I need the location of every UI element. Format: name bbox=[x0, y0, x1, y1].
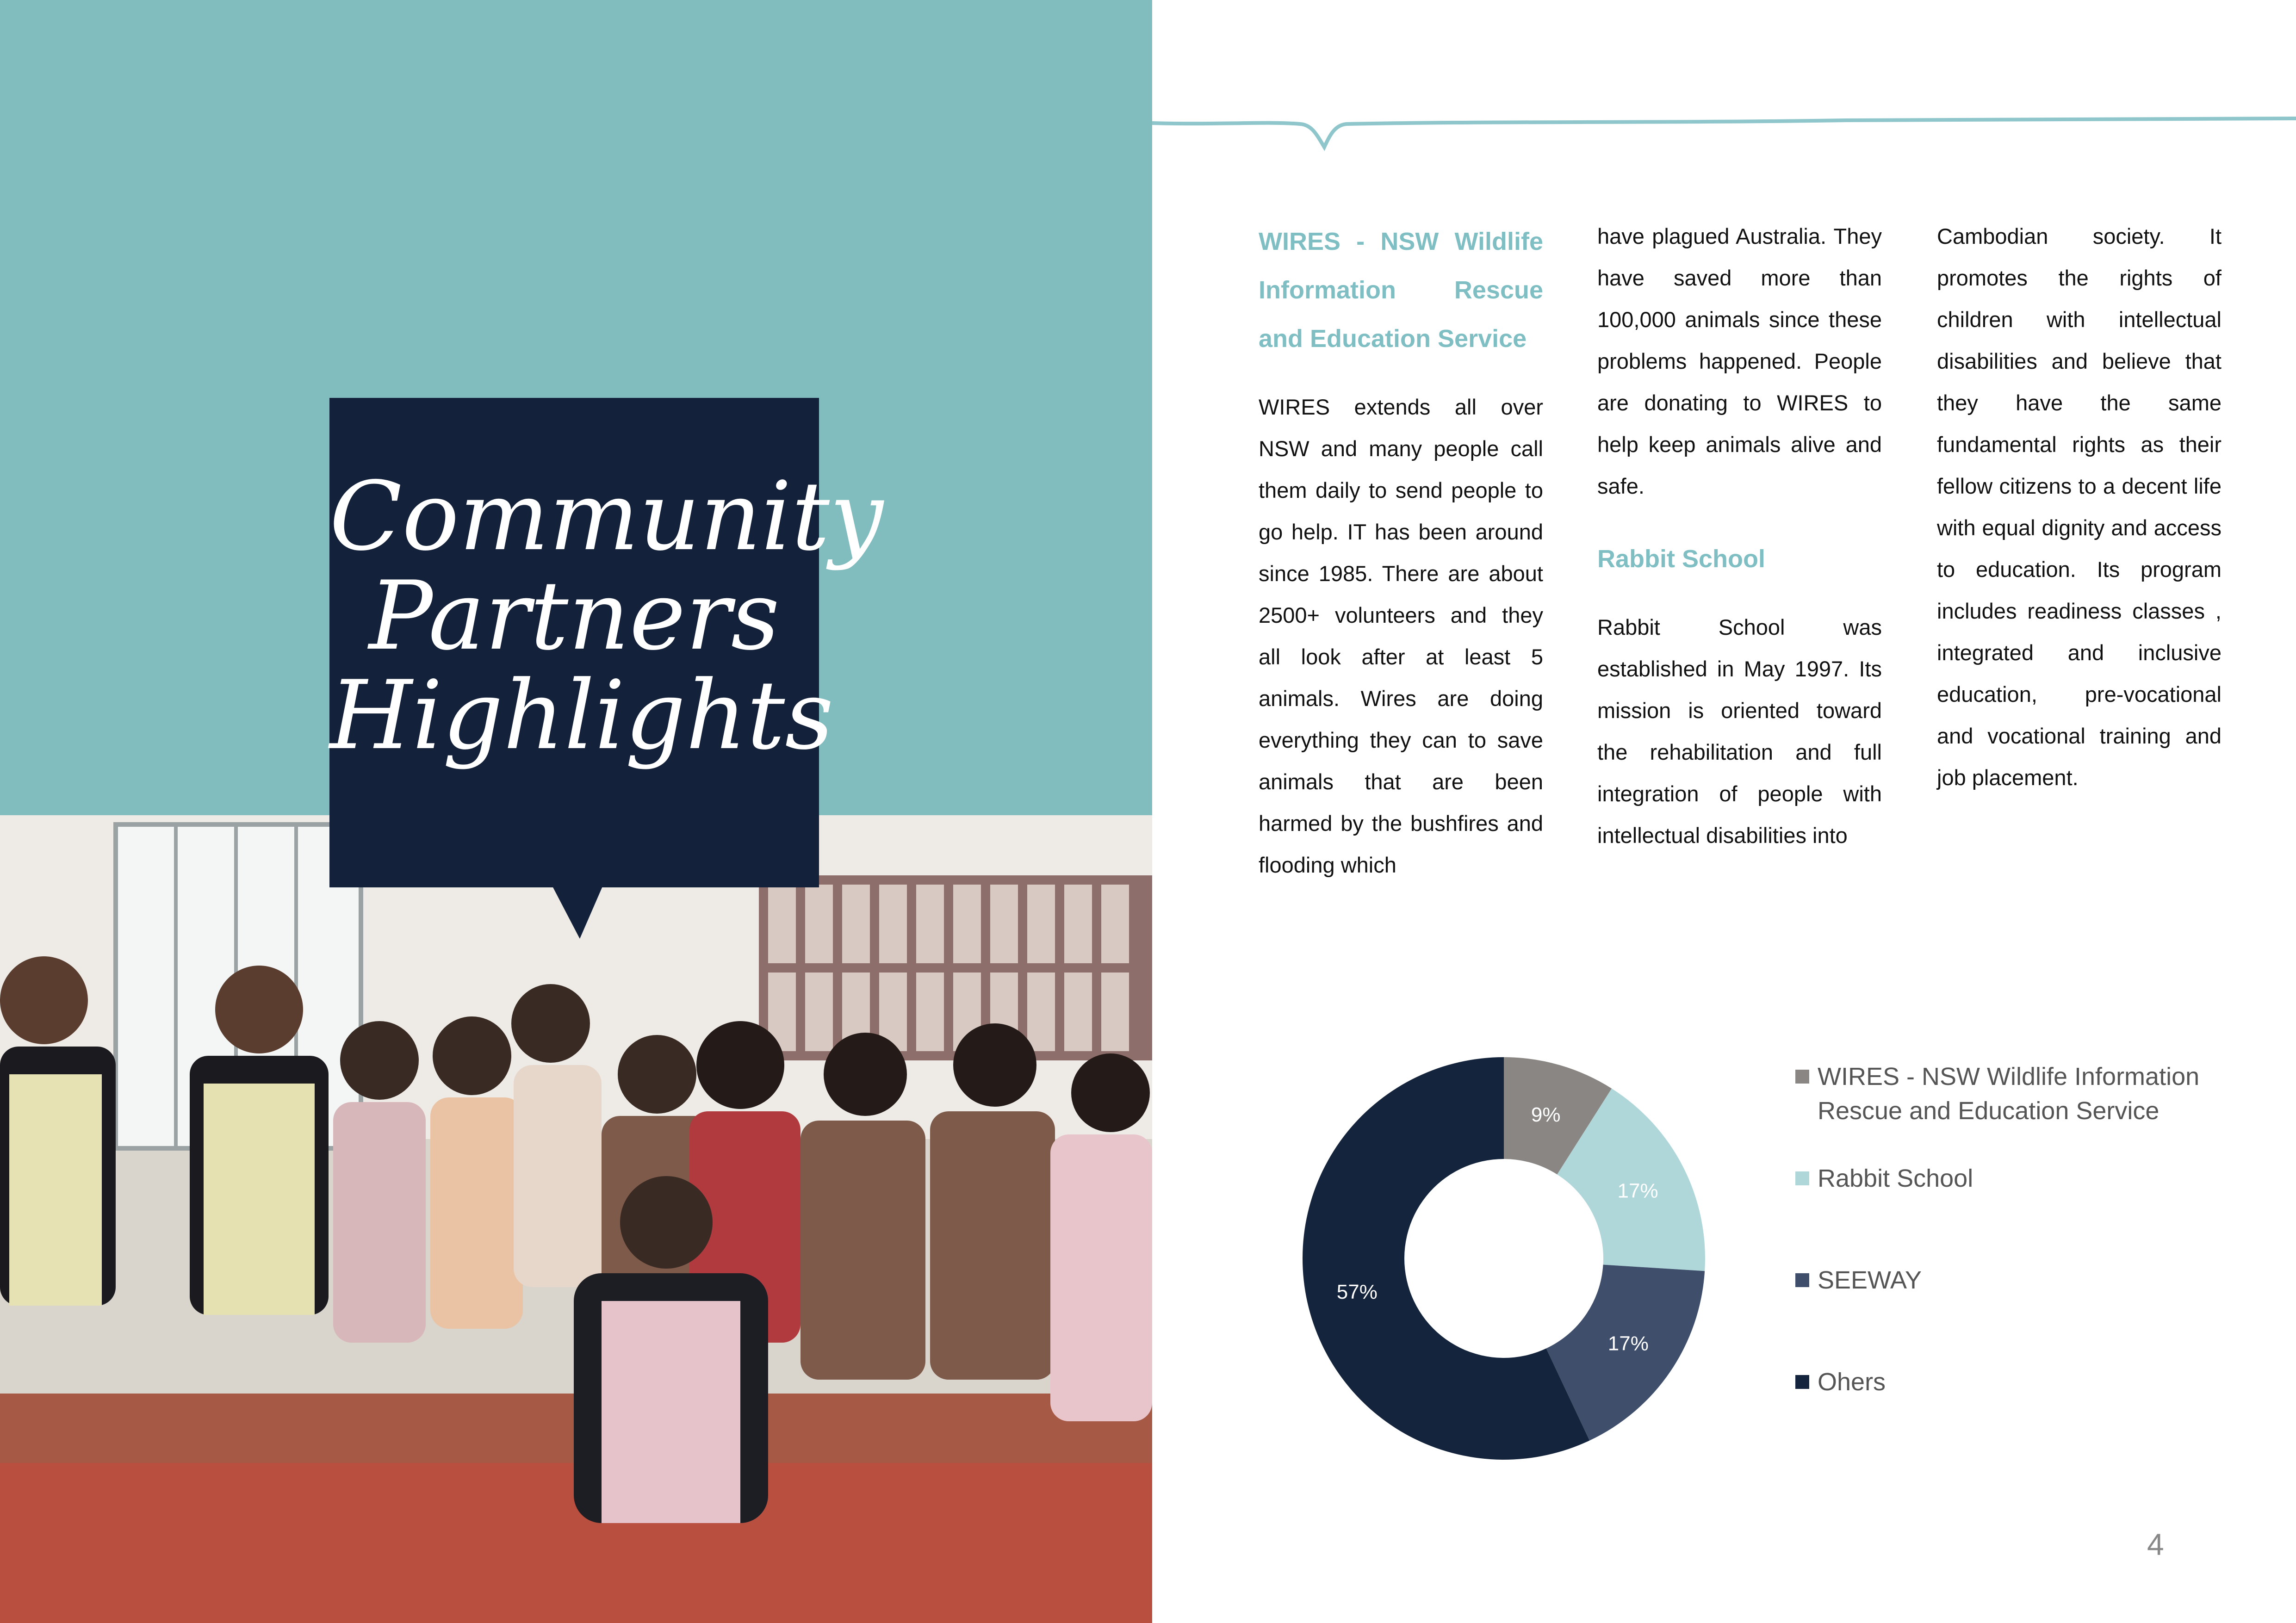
wires-body-continued: have plagued Australia. They have saved more than 100,000 animals since these problems happened. People are donating to WIRES to help keep animals alive and safe. bbox=[1597, 224, 1882, 498]
title-line-2: Partners bbox=[369, 561, 780, 671]
donut-data-label-1: 9% bbox=[1531, 1103, 1561, 1126]
title-pointer bbox=[552, 886, 603, 941]
wires-column bbox=[1259, 217, 1543, 886]
legend-label-4: Ohers bbox=[1818, 1368, 1886, 1396]
page-title bbox=[329, 462, 883, 771]
legend-swatch-2 bbox=[1795, 1171, 1809, 1185]
title-line-3: Highlights bbox=[329, 661, 834, 771]
legend-swatch-4 bbox=[1795, 1375, 1809, 1389]
right-column bbox=[1937, 216, 2222, 799]
rabbit-school-body: Rabbit School was established in May 1997. Its mission is oriented toward the rehabilitation and full integration of people with intellectual disabilities into bbox=[1597, 615, 1882, 848]
wires-heading: WIRES - NSW Wildlife Information Rescue and Education Service bbox=[1259, 228, 1543, 353]
donut-chart bbox=[1296, 1050, 1712, 1467]
wavy-divider-line bbox=[1152, 106, 2296, 162]
wires-body: WIRES extends all over NSW and many people call them daily to send people to go help. IT has been around since 1985. There are about 2500+ volunteers and they all look after at least 5 animals. Wires are doing everything they can to save animals that are been harmed by the bushfires and flooding which bbox=[1259, 395, 1543, 877]
donut-data-label-2: 17% bbox=[1617, 1179, 1658, 1202]
legend-swatch-3 bbox=[1795, 1273, 1809, 1287]
legend-swatch-1 bbox=[1795, 1070, 1809, 1084]
donut-data-label-4: 57% bbox=[1336, 1280, 1378, 1303]
legend-label-2: Rabbit School bbox=[1818, 1165, 1973, 1192]
legend-label-1: WIRES - NSW Wildlife Information Rescue and Education Service bbox=[1818, 1063, 2200, 1125]
rabbit-school-heading: Rabbit School bbox=[1597, 545, 1765, 573]
middle-column bbox=[1597, 216, 1882, 856]
page-number: 4 bbox=[2147, 1527, 2164, 1561]
title-line-1: Community bbox=[329, 462, 883, 572]
title-box bbox=[329, 398, 883, 887]
donut-data-label-3: 17% bbox=[1607, 1332, 1649, 1355]
rabbit-school-body-continued: Cambodian society. It promotes the rights of children with intellectual disabilities and believe that they have the same fundamental rights as their fellow citizens to a decent life with equal dignity and access to education. Its program includes readiness classes , integrated and inclusive education, pre-vocational and vocational training and job placement. bbox=[1937, 224, 2222, 790]
legend-label-3: SEEWAY bbox=[1818, 1266, 1922, 1294]
